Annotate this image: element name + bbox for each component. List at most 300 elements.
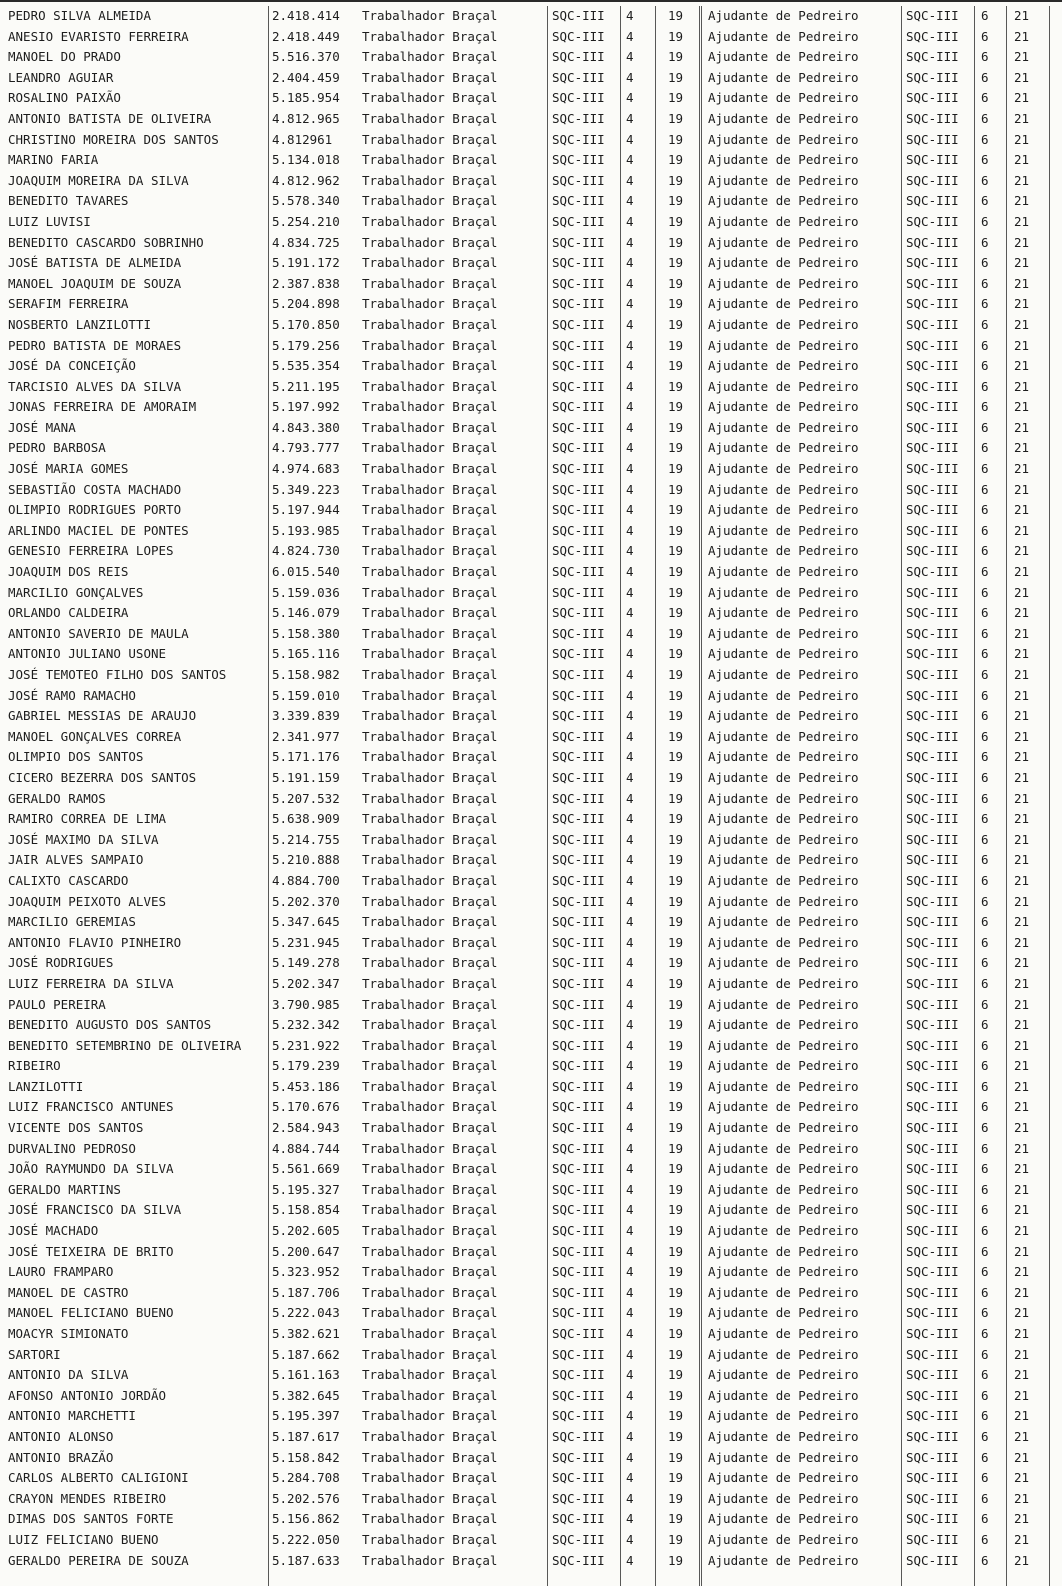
current-level: 4: [626, 1017, 634, 1033]
employee-name: ANTONIO BATISTA DE OLIVEIRA: [8, 110, 212, 126]
current-reference: 19: [668, 646, 684, 662]
new-role: Ajudante de Pedreiro: [708, 1099, 859, 1115]
new-level: 6: [981, 790, 989, 806]
new-role: Ajudante de Pedreiro: [708, 646, 859, 662]
current-role: Trabalhador Braçal: [362, 296, 498, 312]
table-row: [0, 1262, 1062, 1283]
current-class: SQC-III: [552, 893, 605, 909]
registration-number: 5.254.210: [272, 213, 340, 229]
registration-number: 5.638.909: [272, 811, 340, 827]
current-level: 4: [626, 605, 634, 621]
current-reference: 19: [668, 522, 684, 538]
new-level: 6: [981, 934, 989, 950]
new-level: 6: [981, 1346, 989, 1362]
current-class: SQC-III: [552, 605, 605, 621]
current-reference: 19: [668, 193, 684, 209]
registration-number: 2.404.459: [272, 69, 340, 85]
current-class: SQC-III: [552, 1140, 605, 1156]
employee-name: AFONSO ANTONIO JORDÃO: [8, 1387, 167, 1403]
employee-name: CRAYON MENDES RIBEIRO: [8, 1490, 167, 1506]
current-role: Trabalhador Braçal: [362, 1058, 498, 1074]
table-row: [0, 1036, 1062, 1057]
current-level: 4: [626, 1305, 634, 1321]
new-reference: 21: [1014, 811, 1030, 827]
new-class: SQC-III: [906, 1078, 959, 1094]
table-row: [0, 88, 1062, 109]
registration-number: 5.453.186: [272, 1078, 340, 1094]
new-role: Ajudante de Pedreiro: [708, 1428, 859, 1444]
employee-name: ANTONIO DA SILVA: [8, 1367, 129, 1383]
current-class: SQC-III: [552, 1078, 605, 1094]
current-role: Trabalhador Braçal: [362, 687, 498, 703]
new-level: 6: [981, 399, 989, 415]
new-level: 6: [981, 1284, 989, 1300]
registration-number: 4.793.777: [272, 440, 340, 456]
new-role: Ajudante de Pedreiro: [708, 996, 859, 1012]
table-row: [0, 377, 1062, 398]
current-level: 4: [626, 90, 634, 106]
employee-name: VICENTE DOS SANTOS: [8, 1120, 144, 1136]
current-class: SQC-III: [552, 69, 605, 85]
current-class: SQC-III: [552, 914, 605, 930]
new-class: SQC-III: [906, 1181, 959, 1197]
new-reference: 21: [1014, 584, 1030, 600]
new-reference: 21: [1014, 28, 1030, 44]
current-role: Trabalhador Braçal: [362, 728, 498, 744]
new-role: Ajudante de Pedreiro: [708, 69, 859, 85]
table-row: [0, 871, 1062, 892]
current-reference: 19: [668, 1058, 684, 1074]
employee-name: PAULO PEREIRA: [8, 996, 106, 1012]
table-row: [0, 1015, 1062, 1036]
current-role: Trabalhador Braçal: [362, 110, 498, 126]
new-class: SQC-III: [906, 646, 959, 662]
table-row: [0, 521, 1062, 542]
current-level: 4: [626, 1346, 634, 1362]
current-class: SQC-III: [552, 49, 605, 65]
current-level: 4: [626, 1470, 634, 1486]
new-reference: 21: [1014, 193, 1030, 209]
current-class: SQC-III: [552, 275, 605, 291]
current-class: SQC-III: [552, 1017, 605, 1033]
current-class: SQC-III: [552, 28, 605, 44]
table-row: [0, 603, 1062, 624]
current-class: SQC-III: [552, 213, 605, 229]
new-level: 6: [981, 1367, 989, 1383]
registration-number: 4.812961: [272, 131, 333, 147]
new-class: SQC-III: [906, 1264, 959, 1280]
table-row: [0, 995, 1062, 1016]
employee-name: ANTONIO FLAVIO PINHEIRO: [8, 934, 182, 950]
new-level: 6: [981, 564, 989, 580]
current-role: Trabalhador Braçal: [362, 1181, 498, 1197]
new-level: 6: [981, 90, 989, 106]
current-class: SQC-III: [552, 152, 605, 168]
table-row: [0, 1324, 1062, 1345]
current-class: SQC-III: [552, 1470, 605, 1486]
current-reference: 19: [668, 543, 684, 559]
current-role: Trabalhador Braçal: [362, 564, 498, 580]
current-class: SQC-III: [552, 687, 605, 703]
current-class: SQC-III: [552, 625, 605, 641]
current-class: SQC-III: [552, 1099, 605, 1115]
new-level: 6: [981, 605, 989, 621]
current-reference: 19: [668, 152, 684, 168]
current-reference: 19: [668, 975, 684, 991]
employee-name: CALIXTO CASCARDO: [8, 872, 129, 888]
registration-number: 5.195.397: [272, 1408, 340, 1424]
current-class: SQC-III: [552, 543, 605, 559]
new-role: Ajudante de Pedreiro: [708, 893, 859, 909]
registration-number: 4.812.962: [272, 172, 340, 188]
table-row: [0, 68, 1062, 89]
current-reference: 19: [668, 69, 684, 85]
current-reference: 19: [668, 1037, 684, 1053]
new-level: 6: [981, 213, 989, 229]
employee-name: GERALDO MARTINS: [8, 1181, 121, 1197]
new-level: 6: [981, 769, 989, 785]
current-level: 4: [626, 1120, 634, 1136]
current-reference: 19: [668, 1243, 684, 1259]
new-class: SQC-III: [906, 1284, 959, 1300]
current-reference: 19: [668, 934, 684, 950]
new-role: Ajudante de Pedreiro: [708, 1140, 859, 1156]
current-reference: 19: [668, 564, 684, 580]
new-role: Ajudante de Pedreiro: [708, 687, 859, 703]
new-class: SQC-III: [906, 893, 959, 909]
employee-name: JOSÉ MACHADO: [8, 1223, 99, 1239]
table-row: [0, 130, 1062, 151]
new-class: SQC-III: [906, 975, 959, 991]
current-level: 4: [626, 564, 634, 580]
employee-name: LUIZ FRANCISCO ANTUNES: [8, 1099, 174, 1115]
current-level: 4: [626, 358, 634, 374]
current-role: Trabalhador Braçal: [362, 914, 498, 930]
new-role: Ajudante de Pedreiro: [708, 1346, 859, 1362]
table-row: [0, 1365, 1062, 1386]
table-row: [0, 6, 1062, 27]
new-role: Ajudante de Pedreiro: [708, 1552, 859, 1568]
current-reference: 19: [668, 399, 684, 415]
current-level: 4: [626, 193, 634, 209]
current-class: SQC-III: [552, 1326, 605, 1341]
new-reference: 21: [1014, 234, 1030, 250]
new-class: SQC-III: [906, 1202, 959, 1218]
current-role: Trabalhador Braçal: [362, 399, 498, 415]
registration-number: 5.207.532: [272, 790, 340, 806]
new-role: Ajudante de Pedreiro: [708, 955, 859, 971]
table-row: [0, 1530, 1062, 1551]
employee-name: ANTONIO JULIANO USONE: [8, 646, 167, 662]
employee-name: JOÃO RAYMUNDO DA SILVA: [8, 1161, 174, 1177]
table-row: [0, 830, 1062, 851]
current-level: 4: [626, 131, 634, 147]
current-level: 4: [626, 1202, 634, 1218]
new-reference: 21: [1014, 996, 1030, 1012]
current-level: 4: [626, 152, 634, 168]
table-row: [0, 768, 1062, 789]
current-role: Trabalhador Braçal: [362, 419, 498, 435]
current-class: SQC-III: [552, 1346, 605, 1362]
current-class: SQC-III: [552, 1531, 605, 1547]
registration-number: 5.187.662: [272, 1346, 340, 1362]
current-role: Trabalhador Braçal: [362, 852, 498, 868]
current-reference: 19: [668, 255, 684, 271]
new-reference: 21: [1014, 1099, 1030, 1115]
current-class: SQC-III: [552, 110, 605, 126]
registration-number: 5.231.945: [272, 934, 340, 950]
current-reference: 19: [668, 667, 684, 682]
current-role: Trabalhador Braçal: [362, 1202, 498, 1218]
table-row: [0, 974, 1062, 995]
registration-number: 5.232.342: [272, 1017, 340, 1033]
current-role: Trabalhador Braçal: [362, 769, 498, 785]
table-row: [0, 850, 1062, 871]
current-reference: 19: [668, 1346, 684, 1362]
new-role: Ajudante de Pedreiro: [708, 1120, 859, 1136]
current-class: SQC-III: [552, 708, 605, 724]
new-reference: 21: [1014, 316, 1030, 332]
current-level: 4: [626, 255, 634, 271]
new-class: SQC-III: [906, 543, 959, 559]
current-role: Trabalhador Braçal: [362, 8, 498, 23]
employee-name: NOSBERTO LANZILOTTI: [8, 316, 151, 332]
current-class: SQC-III: [552, 131, 605, 147]
table-row: [0, 1200, 1062, 1221]
new-level: 6: [981, 1223, 989, 1239]
current-class: SQC-III: [552, 1161, 605, 1177]
new-class: SQC-III: [906, 193, 959, 209]
new-role: Ajudante de Pedreiro: [708, 440, 859, 456]
current-class: SQC-III: [552, 646, 605, 662]
new-reference: 21: [1014, 934, 1030, 950]
current-role: Trabalhador Braçal: [362, 337, 498, 353]
table-row: [0, 1551, 1062, 1572]
current-role: Trabalhador Braçal: [362, 1552, 498, 1568]
current-class: SQC-III: [552, 1181, 605, 1197]
current-role: Trabalhador Braçal: [362, 1284, 498, 1300]
new-reference: 21: [1014, 1284, 1030, 1300]
current-role: Trabalhador Braçal: [362, 1305, 498, 1321]
new-class: SQC-III: [906, 1058, 959, 1074]
current-level: 4: [626, 296, 634, 312]
new-class: SQC-III: [906, 1243, 959, 1259]
current-reference: 19: [668, 316, 684, 332]
registration-number: 4.974.683: [272, 461, 340, 477]
new-class: SQC-III: [906, 872, 959, 888]
registration-number: 5.535.354: [272, 358, 340, 374]
new-class: SQC-III: [906, 110, 959, 126]
table-row: [0, 1509, 1062, 1530]
table-row: [0, 109, 1062, 130]
current-reference: 19: [668, 1449, 684, 1465]
current-role: Trabalhador Braçal: [362, 1264, 498, 1280]
registration-number: 5.211.195: [272, 378, 340, 394]
current-role: Trabalhador Braçal: [362, 28, 498, 44]
new-class: SQC-III: [906, 1428, 959, 1444]
employee-name: JOSÉ MAXIMO DA SILVA: [8, 831, 159, 847]
new-level: 6: [981, 28, 989, 44]
current-class: SQC-III: [552, 337, 605, 353]
new-role: Ajudante de Pedreiro: [708, 1470, 859, 1486]
table-row: [0, 315, 1062, 336]
current-class: SQC-III: [552, 1511, 605, 1527]
employee-name: JOSÉ DA CONCEIÇÃO: [8, 358, 136, 374]
new-level: 6: [981, 193, 989, 209]
employee-name: CARLOS ALBERTO CALIGIONI: [8, 1470, 189, 1486]
new-level: 6: [981, 461, 989, 477]
new-level: 6: [981, 1120, 989, 1136]
employee-name: SARTORI: [8, 1346, 61, 1362]
current-level: 4: [626, 1161, 634, 1177]
current-role: Trabalhador Braçal: [362, 502, 498, 518]
employee-name: ANESIO EVARISTO FERREIRA: [8, 28, 189, 44]
new-level: 6: [981, 1326, 989, 1341]
current-reference: 19: [668, 1120, 684, 1136]
table-row: [0, 1303, 1062, 1324]
new-level: 6: [981, 914, 989, 930]
current-reference: 19: [668, 1181, 684, 1197]
registration-number: 5.202.347: [272, 975, 340, 991]
new-reference: 21: [1014, 90, 1030, 106]
new-class: SQC-III: [906, 8, 959, 23]
employee-name: JONAS FERREIRA DE AMORAIM: [8, 399, 197, 415]
current-role: Trabalhador Braçal: [362, 1140, 498, 1156]
new-reference: 21: [1014, 625, 1030, 641]
table-row: [0, 480, 1062, 501]
current-reference: 19: [668, 1284, 684, 1300]
new-class: SQC-III: [906, 1017, 959, 1033]
new-level: 6: [981, 1017, 989, 1033]
new-level: 6: [981, 131, 989, 147]
new-reference: 21: [1014, 522, 1030, 538]
new-reference: 21: [1014, 564, 1030, 580]
registration-number: 5.202.605: [272, 1223, 340, 1239]
new-class: SQC-III: [906, 522, 959, 538]
current-role: Trabalhador Braçal: [362, 461, 498, 477]
table-row: [0, 253, 1062, 274]
registration-number: 5.210.888: [272, 852, 340, 868]
new-reference: 21: [1014, 1428, 1030, 1444]
current-reference: 19: [668, 1511, 684, 1527]
current-reference: 19: [668, 358, 684, 374]
current-class: SQC-III: [552, 461, 605, 477]
new-role: Ajudante de Pedreiro: [708, 749, 859, 765]
new-class: SQC-III: [906, 1387, 959, 1403]
current-reference: 19: [668, 172, 684, 188]
registration-number: 5.158.982: [272, 667, 340, 682]
employee-name: JOSÉ MANA: [8, 419, 76, 435]
registration-number: 5.171.176: [272, 749, 340, 765]
new-reference: 21: [1014, 213, 1030, 229]
registration-number: 2.387.838: [272, 275, 340, 291]
new-role: Ajudante de Pedreiro: [708, 872, 859, 888]
registration-number: 5.200.647: [272, 1243, 340, 1259]
current-level: 4: [626, 49, 634, 65]
current-level: 4: [626, 872, 634, 888]
new-level: 6: [981, 852, 989, 868]
current-reference: 19: [668, 1264, 684, 1280]
new-class: SQC-III: [906, 1099, 959, 1115]
new-role: Ajudante de Pedreiro: [708, 152, 859, 168]
current-level: 4: [626, 440, 634, 456]
current-class: SQC-III: [552, 399, 605, 415]
current-reference: 19: [668, 481, 684, 497]
current-reference: 19: [668, 769, 684, 785]
employee-name: BENEDITO SETEMBRINO DE OLIVEIRA: [8, 1037, 242, 1053]
employee-name: MANOEL FELICIANO BUENO: [8, 1305, 174, 1321]
new-role: Ajudante de Pedreiro: [708, 1511, 859, 1527]
registration-number: 5.516.370: [272, 49, 340, 65]
new-role: Ajudante de Pedreiro: [708, 1037, 859, 1053]
new-class: SQC-III: [906, 1037, 959, 1053]
current-level: 4: [626, 543, 634, 559]
current-reference: 19: [668, 419, 684, 435]
new-class: SQC-III: [906, 769, 959, 785]
employee-name: RIBEIRO: [8, 1058, 61, 1074]
new-class: SQC-III: [906, 131, 959, 147]
current-level: 4: [626, 831, 634, 847]
employee-name: JOAQUIM DOS REIS: [8, 564, 129, 580]
new-role: Ajudante de Pedreiro: [708, 1490, 859, 1506]
current-role: Trabalhador Braçal: [362, 172, 498, 188]
new-role: Ajudante de Pedreiro: [708, 1387, 859, 1403]
current-role: Trabalhador Braçal: [362, 193, 498, 209]
table-row: [0, 933, 1062, 954]
registration-number: 5.202.370: [272, 893, 340, 909]
new-role: Ajudante de Pedreiro: [708, 811, 859, 827]
current-class: SQC-III: [552, 1408, 605, 1424]
employee-name: JOSÉ MARIA GOMES: [8, 461, 129, 477]
current-class: SQC-III: [552, 1428, 605, 1444]
new-level: 6: [981, 1161, 989, 1177]
current-level: 4: [626, 625, 634, 641]
new-role: Ajudante de Pedreiro: [708, 316, 859, 332]
current-level: 4: [626, 584, 634, 600]
new-level: 6: [981, 296, 989, 312]
new-role: Ajudante de Pedreiro: [708, 110, 859, 126]
new-role: Ajudante de Pedreiro: [708, 543, 859, 559]
current-level: 4: [626, 337, 634, 353]
registration-number: 5.191.172: [272, 255, 340, 271]
table-row: [0, 809, 1062, 830]
current-reference: 19: [668, 1470, 684, 1486]
current-role: Trabalhador Braçal: [362, 625, 498, 641]
new-reference: 21: [1014, 831, 1030, 847]
current-level: 4: [626, 1264, 634, 1280]
current-level: 4: [626, 1408, 634, 1424]
current-level: 4: [626, 811, 634, 827]
new-level: 6: [981, 1264, 989, 1280]
current-class: SQC-III: [552, 1058, 605, 1074]
new-class: SQC-III: [906, 255, 959, 271]
current-class: SQC-III: [552, 1120, 605, 1136]
employee-name: SEBASTIÃO COSTA MACHADO: [8, 481, 182, 497]
current-class: SQC-III: [552, 316, 605, 332]
current-reference: 19: [668, 708, 684, 724]
table-row: [0, 1097, 1062, 1118]
employee-name: JAIR ALVES SAMPAIO: [8, 852, 144, 868]
new-level: 6: [981, 502, 989, 518]
current-level: 4: [626, 1531, 634, 1547]
new-class: SQC-III: [906, 790, 959, 806]
new-role: Ajudante de Pedreiro: [708, 522, 859, 538]
new-role: Ajudante de Pedreiro: [708, 234, 859, 250]
new-class: SQC-III: [906, 1161, 959, 1177]
new-level: 6: [981, 337, 989, 353]
new-level: 6: [981, 543, 989, 559]
employee-name: MOACYR SIMIONATO: [8, 1326, 129, 1341]
